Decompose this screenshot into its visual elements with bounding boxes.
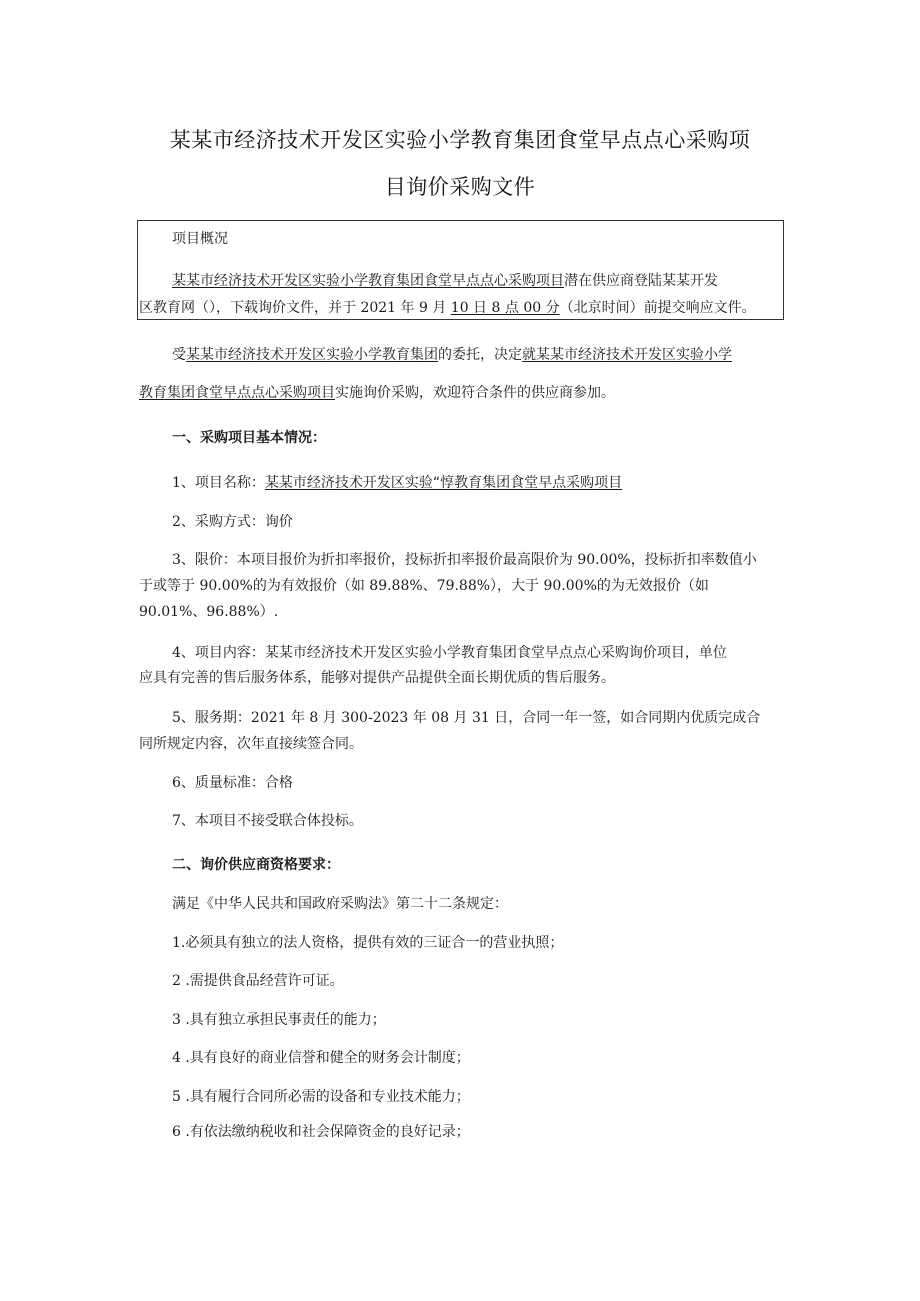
intro-line-1 bbox=[172, 345, 732, 365]
qualification-item-6: 6 .有依法缴纳税收和社会保障资金的良好记录； bbox=[172, 1124, 470, 1140]
overview-heading: 项目概况 bbox=[172, 231, 228, 247]
overview-text-1: 潜在供应商登陆某某开发 bbox=[564, 273, 718, 289]
section1-heading: 一、采购项目基本情况： bbox=[172, 430, 326, 446]
overview-line-1 bbox=[172, 271, 718, 291]
item4-line-1: 4、项目内容：某某市经济技术开发区实验小学教育集团食堂早点点心采购询价项目，单位 bbox=[172, 645, 727, 661]
qualification-item-4: 4 .具有良好的商业信誉和健全的财务会计制度； bbox=[172, 1050, 470, 1066]
overview-text-2b: （北京时间）前提交响应文件。 bbox=[559, 300, 756, 316]
item1-value: 某某市经济技术开发区实验“惇教育集团食堂早点采购项目 bbox=[264, 475, 623, 491]
section2-heading: 二、询价供应商资格要求： bbox=[172, 857, 340, 873]
item3-line-3: 90.01%、96.88%）. bbox=[139, 604, 279, 620]
overview-deadline: 10 日 8 点 00 分 bbox=[450, 300, 560, 316]
section2-lead: 满足《中华人民共和国政府采购法》第二十二条规定： bbox=[172, 896, 508, 912]
item4-line-2: 应具有完善的售后服务体系，能够对提供产品提供全面长期优质的售后服务。 bbox=[139, 670, 615, 686]
intro-project-b: 教育集团食堂早点点心采购项目 bbox=[139, 385, 335, 401]
intro-p3: 实施询价采购，欢迎符合条件的供应商参加。 bbox=[335, 385, 615, 401]
intro-org: 某某市经济技术开发区实验小学教育集团 bbox=[186, 347, 438, 363]
qualification-item-1: 1.必须具有独立的法人资格，提供有效的三证合一的营业执照； bbox=[172, 935, 564, 951]
item3-line-1: 3、限价：本项目报价为折扣率报价，投标折扣率报价最高限价为 90.00%，投标折扣率数值小 bbox=[172, 552, 757, 568]
item3-line-2: 于或等于 90.00%的为有效报价（如 89.88%、79.88%），大于 90.00%的为无效报价（如 bbox=[139, 578, 709, 594]
qualification-item-2: 2 .需提供食品经营许可证。 bbox=[172, 973, 344, 989]
qualification-item-3: 3 .具有独立承担民事责任的能力； bbox=[172, 1012, 386, 1028]
intro-p1: 受 bbox=[172, 347, 186, 363]
document-title-line-1: 某某市经济技术开发区实验小学教育集团食堂早点点心采购项 bbox=[169, 128, 751, 152]
document-title-line-2: 目询价采购文件 bbox=[384, 175, 536, 199]
qualification-item-5: 5 .具有履行合同所必需的设备和专业技术能力； bbox=[172, 1089, 470, 1105]
overview-text-2a: 区教育网（），下载询价文件，并于 2021 年 9 月 bbox=[139, 300, 451, 316]
intro-p2: 的委托，决定 bbox=[438, 347, 522, 363]
item1 bbox=[172, 473, 622, 493]
intro-line-2 bbox=[139, 383, 615, 403]
item7: 7、本项目不接受联合体投标。 bbox=[172, 813, 363, 829]
intro-project-a: 就某某市经济技术开发区实验小学 bbox=[522, 347, 732, 363]
item5-line-2: 同所规定内容，次年直接续签合同。 bbox=[139, 736, 363, 752]
item1-label: 1、项目名称： bbox=[172, 475, 265, 491]
overview-line-2 bbox=[139, 298, 756, 318]
item5-line-1: 5、服务期：2021 年 8 月 300-2023 年 08 月 31 日，合同一年一签，如合同期内优质完成合 bbox=[172, 710, 761, 726]
item2: 2、采购方式：询价 bbox=[172, 514, 293, 530]
item6: 6、质量标准：合格 bbox=[172, 775, 293, 791]
overview-project-name: 某某市经济技术开发区实验小学教育集团食堂早点点心采购项目 bbox=[172, 273, 564, 289]
